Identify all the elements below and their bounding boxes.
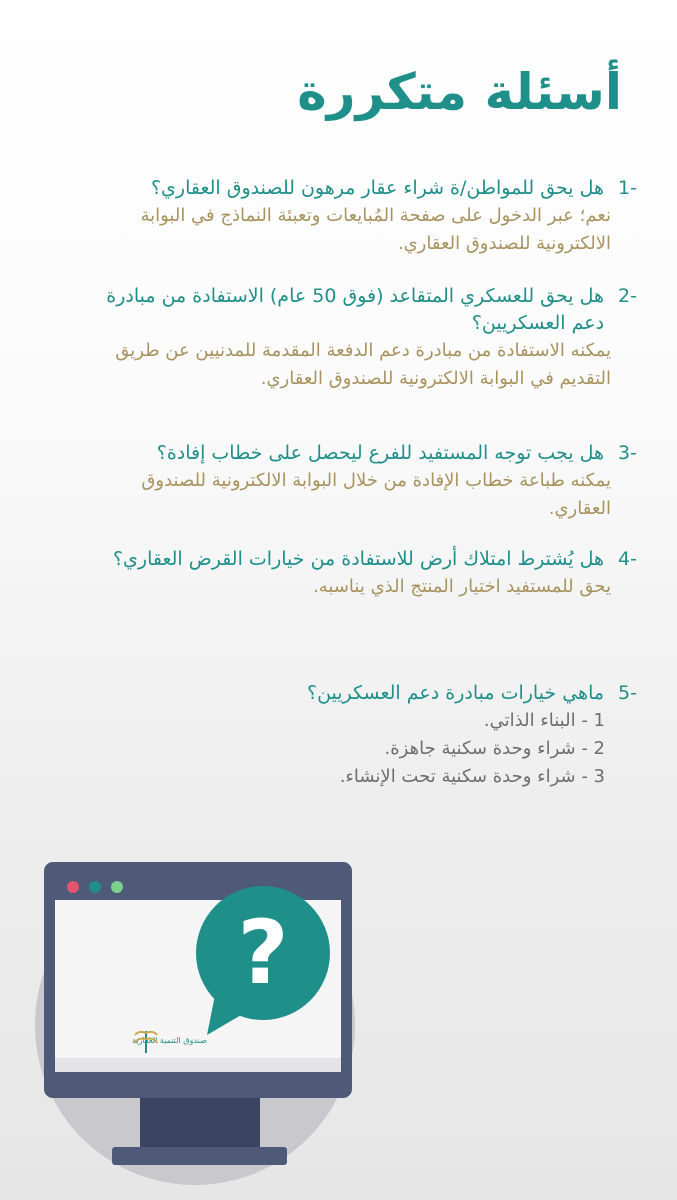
question-mark: ? bbox=[237, 901, 289, 1004]
faq-question-text: هل يحق للعسكري المتقاعد (فوق 50 عام) الاستفادة من مبادرة دعم العسكريين؟ bbox=[106, 285, 605, 334]
faq-option-1: 1 - البناء الذاتي. bbox=[483, 710, 605, 731]
monitor-bottom-bar bbox=[55, 1058, 341, 1072]
faq-question-text: ماهي خيارات مبادرة دعم العسكريين؟ bbox=[306, 682, 605, 704]
faq-question-text: هل يُشترط امتلاك أرض للاستفادة من خيارات القرض العقاري؟ bbox=[112, 548, 605, 570]
faq-number: -5 bbox=[618, 682, 637, 704]
faq-question-text: هل يجب توجه المستفيد للفرع ليحصل على خطاب إفادة؟ bbox=[156, 442, 605, 464]
logo-text: صندوق التنمية العقارية bbox=[132, 1036, 207, 1045]
faq-question bbox=[77, 546, 637, 573]
page-title: أسئلة متكررة bbox=[297, 63, 622, 121]
faq-answer: نعم؛ عبر الدخول على صفحة المُبايعات وتعبئة النماذج في البوابة الالكترونية للصندوق العقاري. bbox=[140, 205, 611, 254]
faq-number: -4 bbox=[618, 548, 637, 570]
computer-question-illustration bbox=[0, 835, 677, 1200]
faq-item-4 bbox=[77, 546, 637, 601]
faq-answer: يمكنه طباعة خطاب الإفادة من خلال البوابة الالكترونية للصندوق العقاري. bbox=[141, 470, 611, 519]
faq-question bbox=[77, 440, 637, 467]
monitor-base bbox=[112, 1147, 287, 1165]
window-maximize-dot-icon bbox=[111, 881, 123, 893]
monitor-neck bbox=[140, 1093, 260, 1151]
faq-number: -3 bbox=[618, 442, 637, 464]
faq-answer: يمكنه الاستفادة من مبادرة دعم الدفعة المقدمة للمدنيين عن طريق التقديم في البوابة الالكترونية للصندوق العقاري. bbox=[115, 340, 611, 389]
faq-question-text: هل يحق للمواطن/ة شراء عقار مرهون للصندوق العقاري؟ bbox=[150, 177, 605, 199]
faq-question bbox=[77, 283, 637, 337]
faq-option-2: 2 - شراء وحدة سكنية جاهزة. bbox=[384, 738, 605, 759]
faq-answer: يحق للمستفيد اختيار المنتج الذي يناسبه. bbox=[313, 576, 611, 597]
faq-item-1 bbox=[77, 175, 637, 258]
window-minimize-dot-icon bbox=[89, 881, 101, 893]
faq-number: -1 bbox=[618, 177, 637, 199]
faq-question bbox=[77, 680, 637, 707]
faq-question bbox=[77, 175, 637, 202]
faq-number: -2 bbox=[618, 285, 637, 307]
window-close-dot-icon bbox=[67, 881, 79, 893]
faq-option-3: 3 - شراء وحدة سكنية تحت الإنشاء. bbox=[339, 766, 605, 787]
faq-item-2 bbox=[77, 283, 637, 393]
faq-item-3 bbox=[77, 440, 637, 523]
faq-item-5 bbox=[77, 680, 637, 791]
